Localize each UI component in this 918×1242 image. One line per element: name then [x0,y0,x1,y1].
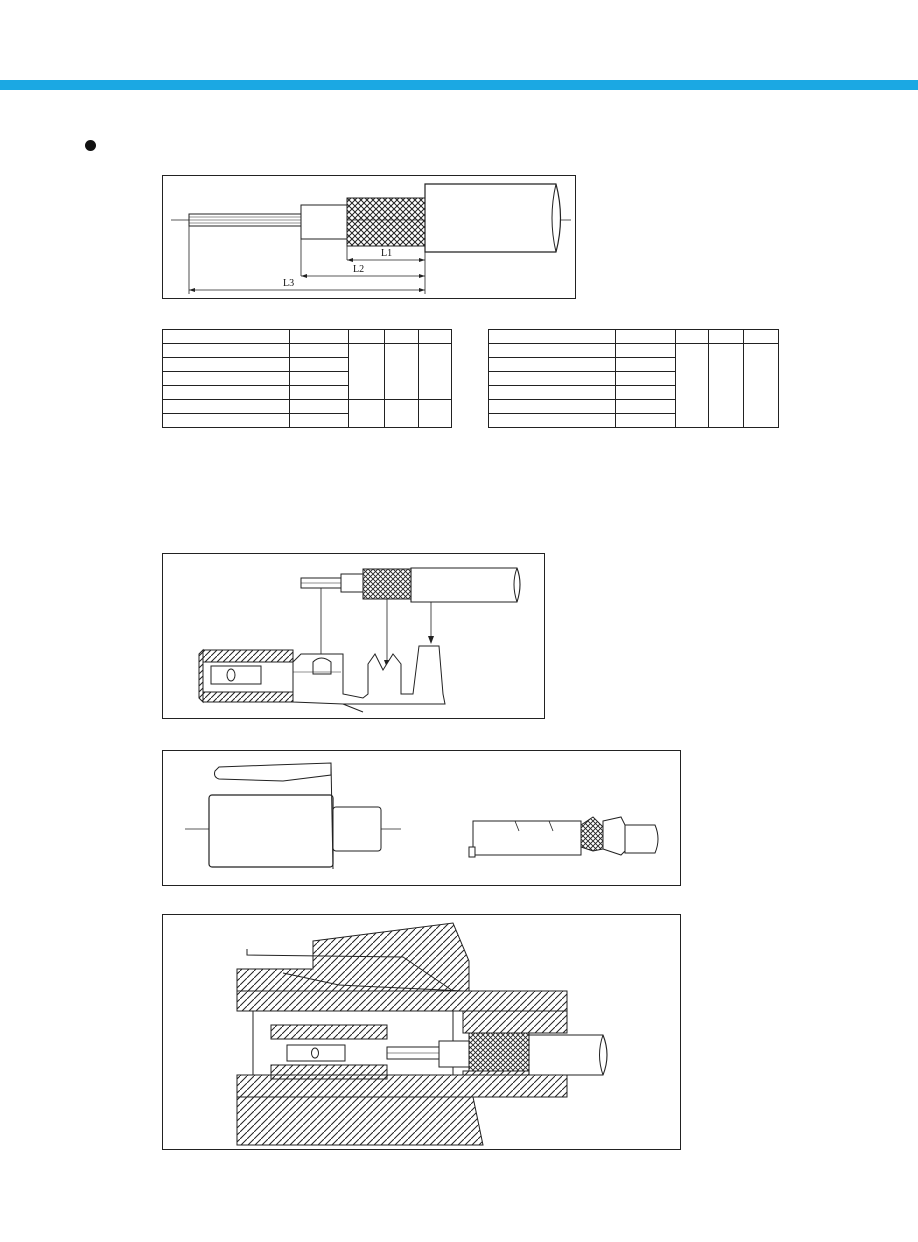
spec-table-left [162,329,452,428]
cable-strip-figure [162,175,576,299]
crimp-contact-figure [162,553,545,719]
bullet-icon [85,140,96,151]
table-row [163,344,452,358]
table-row [489,330,779,344]
dim-label-l3: L3 [283,278,295,289]
housing-contact-figure [162,750,681,886]
dim-label-l2: L2 [353,264,365,275]
assembly-section-figure [162,914,681,1150]
dim-label-l1: L1 [381,248,393,259]
header-accent-bar [0,80,918,90]
table-row [163,330,452,344]
table-row [163,400,452,414]
table-row [489,344,779,358]
spec-table-right [488,329,779,428]
